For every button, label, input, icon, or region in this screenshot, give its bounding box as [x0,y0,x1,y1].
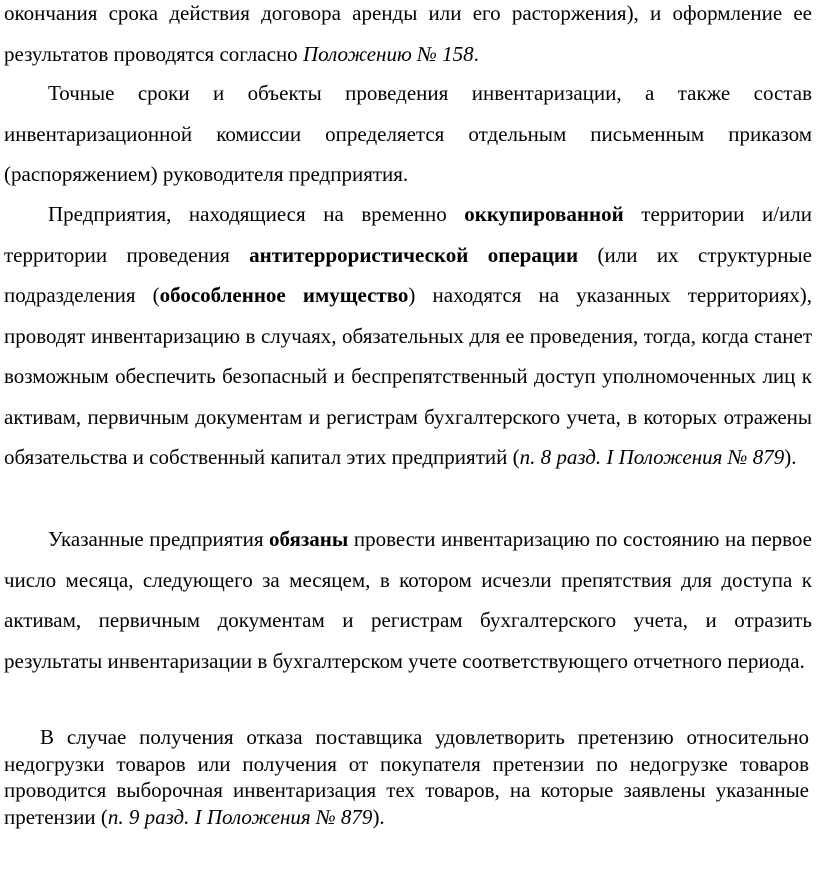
paragraph-5-text-b: ). [372,804,385,829]
paragraph-1-end: . [473,41,479,66]
paragraph-3-bold-property: обособленное имущество [159,283,409,307]
paragraph-3-bold-occupied: оккупированной [464,202,624,226]
paragraph-5 [4,724,809,830]
paragraph-2 [4,73,812,195]
paragraph-3-text-e: ). [784,445,797,469]
paragraph-4-text-a: Указанные предприятия [48,527,270,551]
paragraph-3-bold-ato: антитеррористической операции [249,242,579,267]
paragraph-3-text-a: Предприятия, находящиеся на временно [48,202,465,226]
paragraph-1 [4,0,812,74]
paragraph-4-text-b: провести инвентаризацию по состоянию на первое число месяца, следующего за месяцем, в котором исчезли препятствия для доступа к активам, первичным документам и регистрам бухгалтерского учета, и отразить результаты инвентаризации в бухгалтерском учете соответствующего отчетного периода. [4,527,812,673]
paragraph-3-text-d: ) находятся на указанных территориях), проводят инвентаризацию в случаях, обязательных для ее проведения, тогда, когда станет возможным обеспечить безопасный и беспрепятственный доступ уполномоченных лиц к активам, первичным документам и регистрам бухгалтерского учета, в которых отражены обязательства и собственный капитал этих предприятий ( [4,283,812,469]
paragraph-3 [4,194,812,478]
paragraph-1-reference: Положению № 158 [302,41,474,66]
paragraph-3-text-c: (или их структурные подразделения ( [4,242,812,307]
paragraph-3-reference: п. 8 разд. I Положения № 879 [519,445,785,469]
paragraph-3-text-b: территории и/или территории проведения [4,202,812,267]
paragraph-1-text: окончания срока действия договора аренды или его расторжения), и оформление ее результатов проводятся согласно [4,1,812,66]
paragraph-5-reference: п. 9 разд. I Положения № 879 [107,804,373,829]
paragraph-2-text: Точные сроки и объекты проведения инвентаризации, а также состав инвентаризационной комиссии определяется отдельным письменным приказом (распоряжением) руководителя предприятия. [4,81,812,186]
paragraph-5-text-a: В случае получения отказа поставщика удовлетворить претензию относительно недогрузки товаров или получения от покупателя претензии по недогрузке товаров проводится выборочная инвентаризация тех товаров, на которые заявлены указанные претензии ( [4,725,809,829]
paragraph-4-bold-obliged: обязаны [269,527,349,551]
paragraph-4 [4,519,812,681]
